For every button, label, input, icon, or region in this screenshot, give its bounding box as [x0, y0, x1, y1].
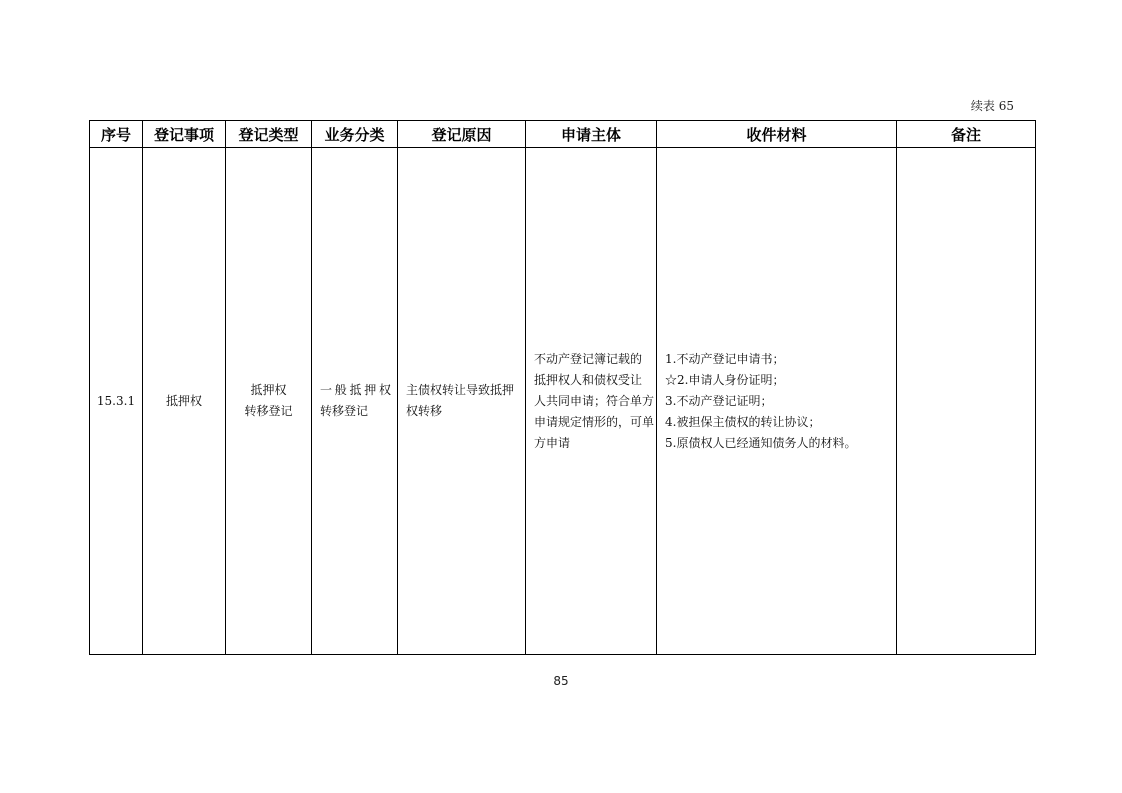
header-registration-reason: 登记原因 — [398, 121, 526, 148]
type-line-1: 抵押权 — [250, 383, 287, 397]
cell-registration-type — [226, 148, 312, 655]
applicant-line-4: 申请规定情形的，可单 — [534, 414, 655, 429]
reason-line-1: 主债权转让导致抵押 — [406, 383, 515, 397]
item-value: 抵押权 — [165, 393, 202, 408]
reason-line-2: 权转移 — [406, 404, 443, 418]
header-registration-item: 登记事项 — [143, 121, 226, 148]
seq-value: 15.3.1 — [96, 393, 136, 408]
cell-seq — [90, 148, 143, 655]
header-applicant: 申请主体 — [526, 121, 657, 148]
header-materials: 收件材料 — [657, 121, 897, 148]
type-line-2: 转移登记 — [244, 404, 293, 418]
page-number: 85 — [553, 674, 569, 688]
cell-remarks — [897, 148, 1036, 655]
header-remarks: 备注 — [897, 121, 1036, 148]
material-item-5: 5.原债权人已经通知债务人的材料。 — [665, 435, 857, 450]
material-item-1: 1.不动产登记申请书； — [665, 351, 785, 366]
cell-materials — [657, 148, 897, 655]
header-business-category: 业务分类 — [312, 121, 398, 148]
material-item-3: 3.不动产登记证明； — [665, 393, 773, 408]
cell-business-category — [312, 148, 398, 655]
material-item-4: 4.被担保主债权的转让协议； — [665, 414, 821, 429]
category-line-2: 转移登记 — [320, 404, 369, 418]
table-row — [90, 148, 1036, 655]
cell-applicant — [526, 148, 657, 655]
category-line-1: 一般抵押权 — [320, 383, 391, 397]
cell-registration-item — [143, 148, 226, 655]
cell-registration-reason — [398, 148, 526, 655]
header-seq: 序号 — [90, 121, 143, 148]
header-registration-type: 登记类型 — [226, 121, 312, 148]
registration-table — [89, 120, 1036, 655]
applicant-line-3: 人共同申请；符合单方 — [534, 393, 655, 408]
material-item-2: ☆2.申请人身份证明； — [665, 372, 785, 387]
applicant-line-5: 方申请 — [534, 435, 571, 450]
applicant-line-2: 抵押权人和债权受让 — [534, 372, 643, 387]
applicant-line-1: 不动产登记簿记载的 — [534, 351, 643, 366]
table-header-row — [90, 121, 1036, 148]
continued-table-label: 续表 65 — [970, 99, 1014, 113]
